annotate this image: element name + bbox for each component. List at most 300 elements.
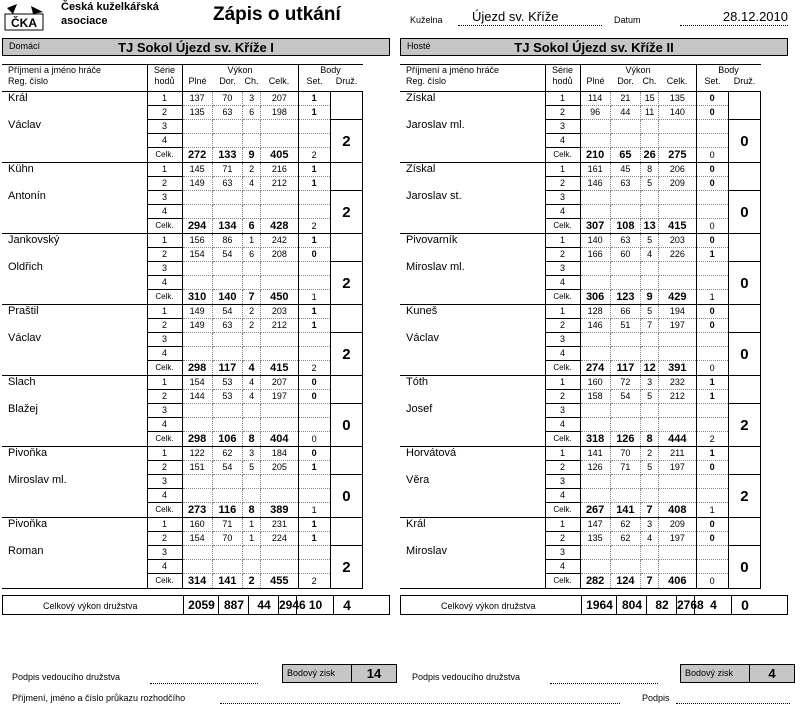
series-cell — [243, 404, 261, 418]
table-cell: Celk. — [545, 219, 580, 234]
series-cell — [641, 191, 659, 205]
series-cell: 135 — [182, 106, 212, 120]
series-cell: 7 — [641, 319, 659, 333]
total-cell: 272 — [182, 148, 212, 163]
total-cell: 8 — [243, 503, 261, 518]
series-cell — [610, 489, 640, 503]
table-cell — [330, 518, 362, 546]
series-cell — [261, 120, 298, 134]
player-firstname: Jaroslav st. — [406, 190, 462, 202]
set-point — [696, 560, 728, 574]
set-point — [298, 191, 330, 205]
set-point — [696, 276, 728, 290]
player-name — [400, 92, 545, 163]
series-cell: 224 — [261, 532, 298, 546]
team-point: 0 — [728, 120, 760, 163]
table-cell: 4 — [147, 276, 182, 290]
series-cell: 54 — [610, 390, 640, 404]
series-cell: 145 — [182, 163, 212, 177]
table-cell: 1 — [147, 518, 182, 532]
series-cell: 71 — [610, 461, 640, 475]
header-label: Set. — [306, 76, 323, 86]
player-surname: Získal — [406, 163, 436, 175]
total-cell: 124 — [610, 574, 640, 589]
table-row — [2, 305, 363, 319]
header-label: Body — [718, 65, 739, 75]
series-cell: 44 — [610, 106, 640, 120]
team-point: 2 — [728, 404, 760, 447]
set-point — [298, 475, 330, 489]
referee-label: Příjmení, jméno a číslo průkazu rozhodčího — [12, 693, 186, 703]
series-cell — [261, 404, 298, 418]
assoc-line1: Česká kuželkářská — [61, 1, 159, 13]
series-cell — [182, 276, 212, 290]
team-sum-cell: 2768 — [677, 598, 704, 612]
set-point: 0 — [696, 305, 728, 319]
series-cell: 232 — [659, 376, 696, 390]
series-cell — [243, 205, 261, 219]
set-point: 0 — [298, 376, 330, 390]
series-cell: 21 — [610, 92, 640, 106]
table-cell: 4 — [545, 560, 580, 574]
series-cell: 140 — [580, 234, 610, 248]
total-cell: 7 — [243, 290, 261, 305]
team-point: 2 — [330, 120, 362, 163]
series-cell: 208 — [261, 248, 298, 262]
table-cell: 2 — [545, 390, 580, 404]
team-name: TJ Sokol Újezd sv. Kříže I — [118, 40, 274, 55]
set-point: 1 — [298, 106, 330, 120]
set-point — [696, 205, 728, 219]
header-label: Celk. — [666, 76, 688, 86]
header-label: hodů — [552, 76, 573, 86]
set-point — [298, 276, 330, 290]
series-cell — [610, 191, 640, 205]
series-cell — [182, 489, 212, 503]
referee-sign-label: Podpis — [642, 693, 670, 703]
team-point: 0 — [728, 333, 760, 376]
total-cell: 12 — [641, 361, 659, 376]
series-cell: 71 — [212, 163, 242, 177]
series-cell — [641, 475, 659, 489]
set-point: 0 — [696, 106, 728, 120]
set-point — [298, 418, 330, 432]
header-label — [183, 76, 298, 87]
table-cell: Celk. — [147, 574, 182, 589]
header-label: Série — [153, 65, 175, 75]
header-label: Ch. — [642, 76, 657, 86]
series-cell: 147 — [580, 518, 610, 532]
team-point: 2 — [728, 475, 760, 518]
set-point: 1 — [298, 319, 330, 333]
table-cell: 3 — [545, 120, 580, 134]
series-cell — [659, 404, 696, 418]
series-cell — [212, 120, 242, 134]
series-cell — [182, 418, 212, 432]
team-bar — [400, 38, 788, 56]
player-name — [400, 376, 545, 447]
series-cell — [641, 134, 659, 148]
total-cell: 210 — [580, 148, 610, 163]
table-row — [400, 92, 761, 106]
series-cell: 203 — [261, 305, 298, 319]
total-cell: 455 — [261, 574, 298, 589]
set-point: 1 — [696, 390, 728, 404]
player-surname: Horvátová — [406, 447, 457, 459]
player-surname: Získal — [406, 92, 436, 104]
series-cell — [261, 134, 298, 148]
table-cell: 3 — [147, 120, 182, 134]
table-row — [400, 305, 761, 319]
series-cell: 62 — [610, 518, 640, 532]
team-point: 2 — [330, 191, 362, 234]
total-cell: 307 — [580, 219, 610, 234]
series-cell — [659, 262, 696, 276]
player-surname: Slach — [8, 376, 36, 388]
header-label: Dor. — [617, 76, 634, 86]
set-point: 1 — [298, 518, 330, 532]
set-point: 1 — [696, 447, 728, 461]
table-cell: Celk. — [147, 148, 182, 163]
header-label: Dor. — [219, 76, 236, 86]
series-cell: 54 — [212, 305, 242, 319]
header-label: Série — [551, 65, 573, 75]
series-cell — [580, 262, 610, 276]
col-series-header — [147, 65, 182, 92]
series-cell: 53 — [212, 376, 242, 390]
table-cell: 2 — [545, 319, 580, 333]
total-cell: 108 — [610, 219, 640, 234]
table-cell: 4 — [147, 418, 182, 432]
total-cell: 282 — [580, 574, 610, 589]
series-cell — [641, 560, 659, 574]
total-cell: 310 — [182, 290, 212, 305]
table-cell: 4 — [545, 418, 580, 432]
header-label: hodů — [154, 76, 175, 86]
header-label: Příjmení a jméno hráče — [8, 65, 102, 75]
series-cell: 4 — [641, 248, 659, 262]
series-cell: 154 — [182, 376, 212, 390]
series-cell: 197 — [659, 319, 696, 333]
table-cell: 4 — [147, 347, 182, 361]
header-label — [697, 76, 761, 87]
team-point: 0 — [728, 262, 760, 305]
header-label: Body — [320, 65, 341, 75]
series-cell — [243, 418, 261, 432]
total-cell: 415 — [261, 361, 298, 376]
set-point — [298, 546, 330, 560]
table-cell — [330, 447, 362, 475]
series-cell: 161 — [580, 163, 610, 177]
series-cell: 3 — [641, 376, 659, 390]
series-cell — [580, 347, 610, 361]
table-cell: 3 — [147, 191, 182, 205]
set-point — [298, 120, 330, 134]
series-cell: 226 — [659, 248, 696, 262]
total-cell: 141 — [610, 503, 640, 518]
series-cell — [182, 205, 212, 219]
away-bodovy-zisk — [680, 664, 795, 683]
series-cell: 2 — [641, 447, 659, 461]
table-cell — [330, 376, 362, 404]
total-cell: 116 — [212, 503, 242, 518]
series-cell — [641, 262, 659, 276]
table-cell: Celk. — [147, 361, 182, 376]
series-cell: 63 — [610, 234, 640, 248]
total-cell: 415 — [659, 219, 696, 234]
total-set-points: 2 — [298, 574, 330, 589]
team-point: 0 — [728, 191, 760, 234]
team-sum-row — [400, 595, 788, 615]
player-name — [2, 447, 147, 518]
series-cell: 5 — [641, 177, 659, 191]
series-cell — [243, 560, 261, 574]
series-cell — [610, 404, 640, 418]
table-cell: 1 — [147, 92, 182, 106]
table-row — [400, 163, 761, 177]
series-cell: 209 — [659, 177, 696, 191]
series-cell — [261, 560, 298, 574]
total-cell: 273 — [182, 503, 212, 518]
team-sum-cell: 804 — [616, 596, 647, 614]
player-firstname: Antonín — [8, 190, 46, 202]
series-cell — [641, 418, 659, 432]
table-row — [400, 234, 761, 248]
home-leader-signature[interactable] — [150, 683, 258, 684]
series-cell: 197 — [261, 390, 298, 404]
series-cell — [182, 475, 212, 489]
total-set-points: 2 — [696, 432, 728, 447]
table-cell — [728, 305, 760, 333]
header-label: Celk. — [268, 76, 290, 86]
series-cell — [182, 546, 212, 560]
series-cell — [659, 134, 696, 148]
table-cell: 3 — [147, 333, 182, 347]
player-surname: Praštil — [8, 305, 39, 317]
col-vykon-header — [182, 65, 298, 92]
team-point: 0 — [728, 546, 760, 589]
player-firstname: Václav — [406, 332, 440, 344]
team-sum-cell: 82 — [646, 596, 677, 614]
series-cell — [182, 120, 212, 134]
table-cell: 4 — [147, 560, 182, 574]
total-cell: 450 — [261, 290, 298, 305]
player-firstname: Josef — [406, 403, 433, 415]
player-name — [2, 163, 147, 234]
header-label: Reg. číslo — [406, 76, 447, 86]
set-point — [696, 120, 728, 134]
series-cell: 8 — [641, 163, 659, 177]
series-cell: 128 — [580, 305, 610, 319]
series-cell — [243, 546, 261, 560]
header-label: Druž. — [335, 76, 358, 86]
total-set-points: 2 — [298, 361, 330, 376]
series-cell — [212, 191, 242, 205]
table-row — [400, 518, 761, 532]
table-row — [2, 376, 363, 390]
total-set-points: 2 — [298, 148, 330, 163]
total-set-points: 1 — [696, 503, 728, 518]
total-cell: 391 — [659, 361, 696, 376]
table-cell — [330, 305, 362, 333]
series-cell: 160 — [580, 376, 610, 390]
team-sum-cell: 44 — [248, 596, 279, 614]
series-cell: 212 — [261, 319, 298, 333]
header-label: Plné — [188, 76, 207, 86]
table-row — [2, 518, 363, 532]
table-cell: 1 — [545, 92, 580, 106]
series-cell — [610, 333, 640, 347]
col-body-header — [696, 65, 761, 92]
player-name — [2, 92, 147, 163]
series-cell: 207 — [261, 92, 298, 106]
team-sum-cell: 4 — [694, 596, 732, 614]
player-surname: Pivoňka — [8, 518, 48, 530]
table-row — [400, 447, 761, 461]
team-sum-cell: 0 — [731, 596, 758, 614]
series-cell — [580, 418, 610, 432]
total-set-points: 0 — [298, 432, 330, 447]
col-name-header — [400, 65, 545, 92]
series-cell: 1 — [243, 234, 261, 248]
series-cell: 203 — [659, 234, 696, 248]
series-cell — [580, 120, 610, 134]
series-cell — [659, 560, 696, 574]
series-cell: 146 — [580, 177, 610, 191]
player-firstname: Miroslav ml. — [8, 474, 67, 486]
set-point: 0 — [696, 177, 728, 191]
player-name — [400, 518, 545, 589]
series-cell: 45 — [610, 163, 640, 177]
series-cell — [659, 191, 696, 205]
series-cell — [580, 276, 610, 290]
referee-field[interactable] — [220, 703, 620, 704]
table-cell: 3 — [545, 262, 580, 276]
set-point — [696, 475, 728, 489]
series-cell: 4 — [641, 532, 659, 546]
table-cell: 4 — [545, 489, 580, 503]
series-cell: 4 — [243, 390, 261, 404]
series-cell — [182, 347, 212, 361]
series-cell: 54 — [212, 248, 242, 262]
date-field[interactable]: 28.12.2010 — [680, 9, 788, 26]
series-cell — [610, 475, 640, 489]
home-bodovy-zisk — [282, 664, 397, 683]
series-cell — [243, 120, 261, 134]
series-cell: 3 — [243, 447, 261, 461]
series-cell — [243, 347, 261, 361]
table-cell: 4 — [545, 134, 580, 148]
series-cell — [580, 404, 610, 418]
table-cell: 2 — [545, 106, 580, 120]
table-row — [2, 92, 363, 106]
total-set-points: 0 — [696, 361, 728, 376]
table-row — [2, 163, 363, 177]
series-cell: 212 — [659, 390, 696, 404]
set-point — [298, 560, 330, 574]
series-cell — [243, 262, 261, 276]
set-point: 0 — [696, 163, 728, 177]
team-sum-row — [2, 595, 390, 615]
series-cell — [580, 546, 610, 560]
series-cell — [610, 418, 640, 432]
table-cell: 2 — [147, 248, 182, 262]
page-title: Zápis o utkání — [213, 4, 341, 25]
series-cell: 11 — [641, 106, 659, 120]
team-point: 2 — [330, 333, 362, 376]
player-firstname: Václav — [8, 332, 42, 344]
series-cell — [580, 560, 610, 574]
set-point — [696, 418, 728, 432]
table-row — [2, 447, 363, 461]
series-cell: 160 — [182, 518, 212, 532]
table-cell: Celk. — [147, 503, 182, 518]
team-side-label: Hosté — [407, 41, 431, 51]
series-cell: 63 — [212, 106, 242, 120]
set-point: 0 — [298, 390, 330, 404]
series-cell — [580, 475, 610, 489]
series-cell: 4 — [243, 376, 261, 390]
total-cell: 408 — [659, 503, 696, 518]
table-cell: Celk. — [545, 148, 580, 163]
player-firstname: Miroslav — [406, 545, 447, 557]
player-name — [400, 163, 545, 234]
table-cell — [728, 163, 760, 191]
table-cell: Celk. — [545, 574, 580, 589]
series-cell: 5 — [641, 305, 659, 319]
player-firstname: Věra — [406, 474, 430, 486]
venue-field[interactable]: Újezd sv. Kříže — [458, 9, 602, 26]
table-cell: 4 — [545, 205, 580, 219]
series-cell — [610, 276, 640, 290]
table-cell — [330, 234, 362, 262]
series-cell: 205 — [261, 461, 298, 475]
total-cell: 8 — [243, 432, 261, 447]
total-cell: 141 — [212, 574, 242, 589]
referee-signature[interactable] — [676, 703, 790, 704]
table-cell: 3 — [545, 404, 580, 418]
set-point: 0 — [696, 92, 728, 106]
series-cell — [641, 333, 659, 347]
player-surname: Král — [406, 518, 426, 530]
series-cell — [261, 347, 298, 361]
series-cell: 149 — [182, 319, 212, 333]
header-label: Výkon — [227, 65, 253, 75]
series-cell: 126 — [580, 461, 610, 475]
table-cell — [728, 447, 760, 475]
set-point — [298, 333, 330, 347]
total-cell: 126 — [610, 432, 640, 447]
series-cell: 140 — [659, 106, 696, 120]
set-point: 1 — [696, 376, 728, 390]
series-cell — [610, 205, 640, 219]
away-leader-signature[interactable] — [550, 683, 658, 684]
total-cell: 7 — [641, 503, 659, 518]
series-cell: 197 — [659, 461, 696, 475]
table-cell: 1 — [545, 376, 580, 390]
total-cell: 26 — [641, 148, 659, 163]
series-cell — [261, 191, 298, 205]
series-cell: 4 — [243, 177, 261, 191]
series-cell — [659, 120, 696, 134]
series-cell: 184 — [261, 447, 298, 461]
total-cell: 389 — [261, 503, 298, 518]
table-cell: 1 — [147, 234, 182, 248]
col-vykon-header — [580, 65, 696, 92]
team-sum-label: Celkový výkon družstva — [43, 601, 138, 611]
series-cell — [610, 134, 640, 148]
total-cell: 404 — [261, 432, 298, 447]
